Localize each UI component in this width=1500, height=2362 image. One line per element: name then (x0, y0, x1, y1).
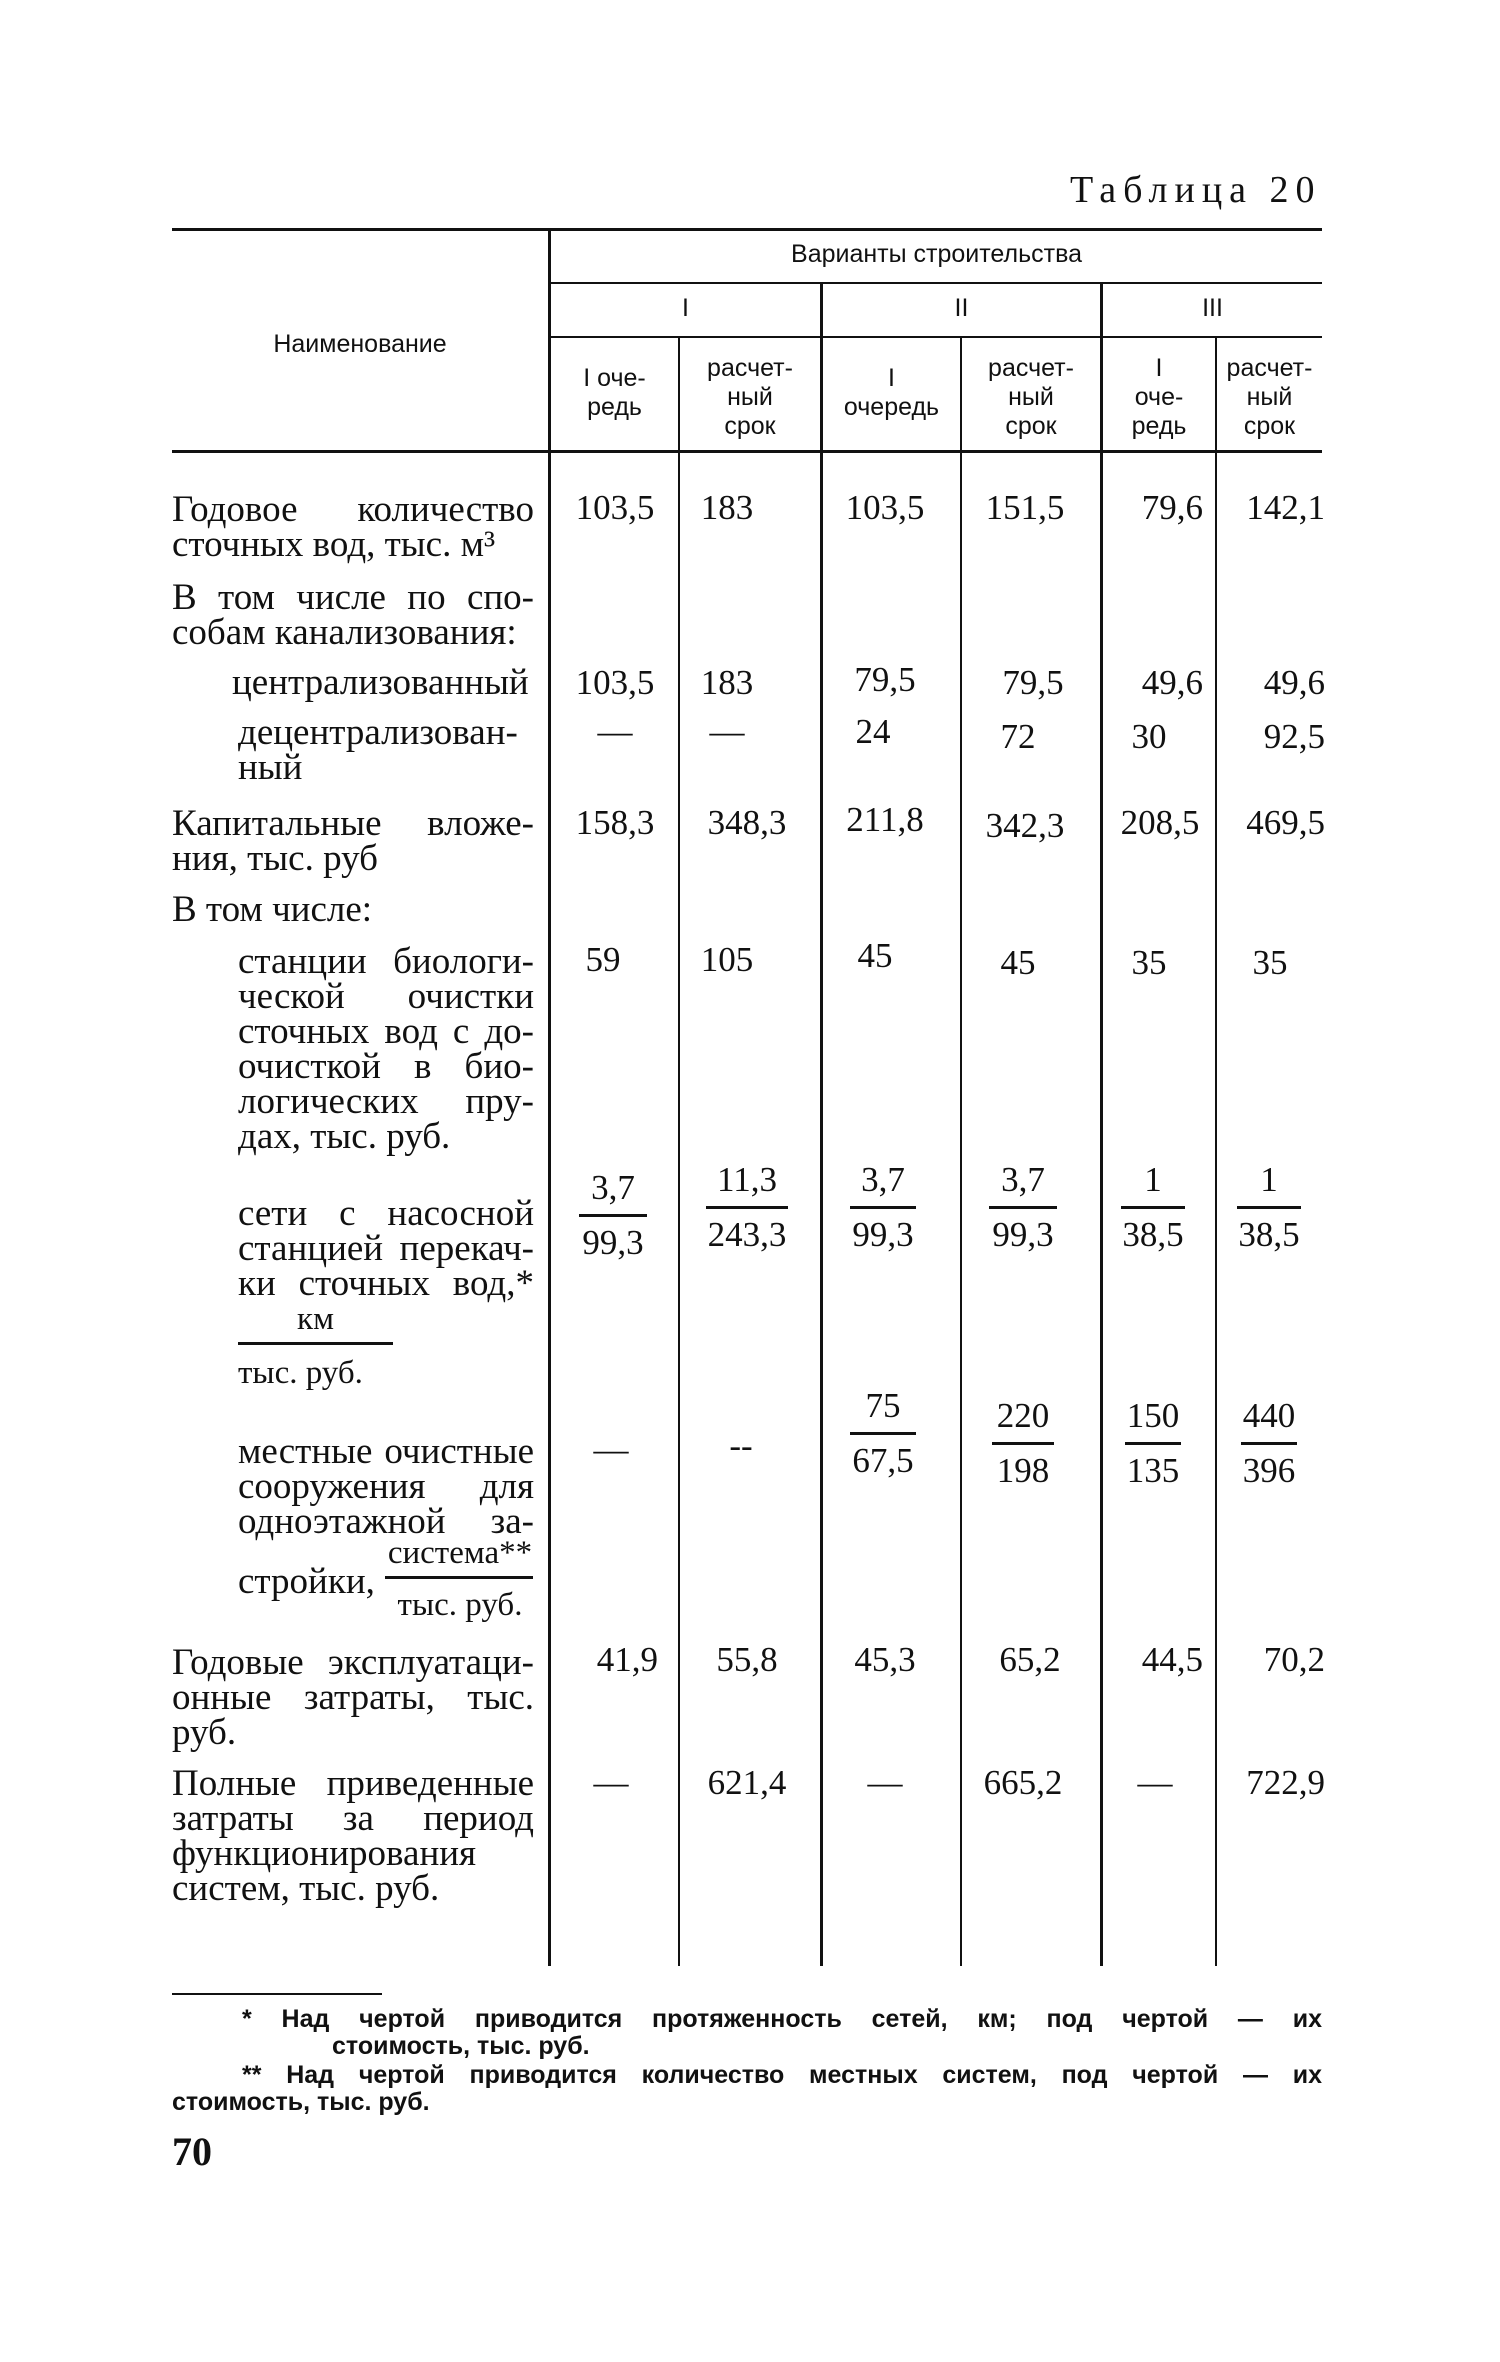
col-rule-group1 (820, 284, 823, 1966)
header-v1-calc: расчет- ный срок (707, 354, 793, 440)
header-group-3: III (1202, 294, 1223, 322)
cell: 142,1 (1246, 488, 1325, 527)
cell: — (593, 1430, 629, 1469)
cell: 208,5 (1120, 803, 1200, 842)
row-bio-stations-label: станции биологи- ческой очистки сточных вод с до- очисткой в био- логических пру- дах, тыс. руб. (238, 941, 534, 1157)
cell: — (867, 1763, 903, 1802)
cell: 55,8 (716, 1640, 778, 1679)
row-total-costs-label: Полные приведенные затраты за период функционирования систем, тыс. руб. (172, 1763, 534, 1909)
variants-rule (550, 282, 1322, 284)
row-decentralized-label: децентрализован- ный (238, 712, 518, 788)
cell: 722,9 (1246, 1763, 1325, 1802)
cell: 665,2 (983, 1763, 1063, 1802)
fraction-cell: 3,7 99,3 (558, 1168, 668, 1263)
row-annual-volume-label: Годовое количество сточных вод, тыс. м³ (172, 489, 534, 565)
header-v3-first: I оче- редь (1131, 354, 1187, 440)
cell: — (709, 712, 745, 751)
cell: 621,4 (707, 1763, 787, 1802)
cell: 45 (857, 936, 893, 975)
cell: 79,6 (1141, 488, 1203, 527)
header-v2-calc: расчет- ный срок (988, 354, 1074, 440)
fraction-cell: 220 198 (968, 1396, 1078, 1491)
cell: 211,8 (846, 800, 924, 839)
cell: 70,2 (1263, 1640, 1325, 1679)
cell: 79,5 (854, 660, 916, 699)
cell: — (597, 712, 633, 751)
cell: 49,6 (1263, 663, 1325, 702)
cell: 65,2 (999, 1640, 1061, 1679)
row-local-plants-label-last: стройки, (238, 1561, 375, 1602)
cell: 151,5 (985, 488, 1065, 527)
header-group-2: II (954, 294, 969, 322)
footnote-2: ** Над чертой приводится количество местных систем, под чертой — их стоимость, тыс. руб. (172, 2061, 1322, 2116)
row-capital-label: Капитальные вложе- ния, тыс. руб (172, 803, 534, 879)
cell: 158,3 (575, 803, 655, 842)
page-number: 70 (172, 2129, 212, 2174)
col-rule-group2 (1100, 284, 1103, 1966)
cell: 35 (1252, 943, 1288, 982)
fraction-cell: 11,3 243,3 (707, 1160, 787, 1254)
fraction-cell: 150 135 (1126, 1396, 1180, 1490)
cell: 103,5 (845, 488, 925, 527)
header-v2-first: I очередь (843, 364, 940, 421)
fraction-cell: 440 396 (1242, 1396, 1296, 1490)
table-title: Таблица 20 (1070, 169, 1322, 211)
header-v3-calc: расчет- ный срок (1226, 354, 1313, 440)
row-local-plants-unit-bar (385, 1576, 533, 1579)
header-variants: Варианты строительства (791, 240, 1082, 268)
groups-rule (550, 336, 1322, 338)
cell: — (1137, 1763, 1173, 1802)
row-networks-label: сети с насосной станцией перекач- ки сточных вод,* (238, 1193, 534, 1304)
cell: 49,6 (1141, 663, 1203, 702)
row-networks-unit-bar (238, 1342, 393, 1345)
col-rule-v2a (960, 338, 962, 1966)
cell: 45 (1000, 943, 1036, 982)
row-local-plants-label: местные очистные сооружения для одноэтажной за- (238, 1431, 534, 1542)
fraction-cell: 1 38,5 (1122, 1160, 1184, 1254)
footnote-rule (172, 1993, 382, 1995)
col-rule-v1a (678, 338, 680, 1966)
cell: 183 (700, 488, 754, 527)
footnote-1: * Над чертой приводится протяженность сетей, км; под чертой — их стоимость, тыс. руб. (242, 2005, 1322, 2060)
cell: 41,9 (596, 1640, 658, 1679)
fraction-cell: 3,7 99,3 (828, 1160, 938, 1255)
row-local-plants-unit-bottom: тыс. руб. (397, 1587, 523, 1623)
header-bottom-rule (172, 450, 1322, 453)
cell: 92,5 (1263, 717, 1325, 756)
cell: 35 (1131, 943, 1167, 982)
row-operating-costs-label: Годовые эксплуатаци- онные затраты, тыс. руб. (172, 1642, 534, 1753)
cell: 30 (1131, 717, 1167, 756)
col-rule-v3a (1215, 338, 1217, 1966)
col-rule-name (548, 231, 551, 1966)
cell: 348,3 (707, 803, 787, 842)
cell: — (593, 1763, 629, 1802)
cell: 45,3 (854, 1640, 916, 1679)
row-networks-unit-top: км (297, 1301, 334, 1337)
cell: 44,5 (1141, 1640, 1203, 1679)
header-v1-first: I оче- редь (583, 364, 646, 421)
cell: -- (729, 1426, 753, 1465)
cell: 469,5 (1246, 803, 1325, 842)
row-networks-unit-bottom: тыс. руб. (238, 1355, 363, 1391)
cell: 103,5 (575, 663, 655, 702)
cell: 342,3 (985, 806, 1065, 845)
cell: 183 (700, 663, 754, 702)
row-by-method-label: В том числе по спо- собам канализования: (172, 577, 534, 653)
cell: 24 (855, 712, 891, 751)
header-name: Наименование (273, 330, 447, 358)
cell: 59 (585, 940, 621, 979)
fraction-cell: 3,7 99,3 (968, 1160, 1078, 1255)
cell: 72 (1000, 717, 1036, 756)
row-centralized-label: централизованный (232, 662, 529, 703)
row-including-label: В том числе: (172, 889, 373, 930)
cell: 103,5 (575, 488, 655, 527)
fraction-cell: 1 38,5 (1238, 1160, 1300, 1254)
row-local-plants-unit-top: система** (387, 1535, 533, 1571)
table-top-rule (172, 228, 1322, 231)
cell: 79,5 (1002, 663, 1064, 702)
header-group-1: I (682, 294, 689, 322)
cell: 105 (700, 940, 754, 979)
fraction-cell: 75 67,5 (828, 1386, 938, 1481)
